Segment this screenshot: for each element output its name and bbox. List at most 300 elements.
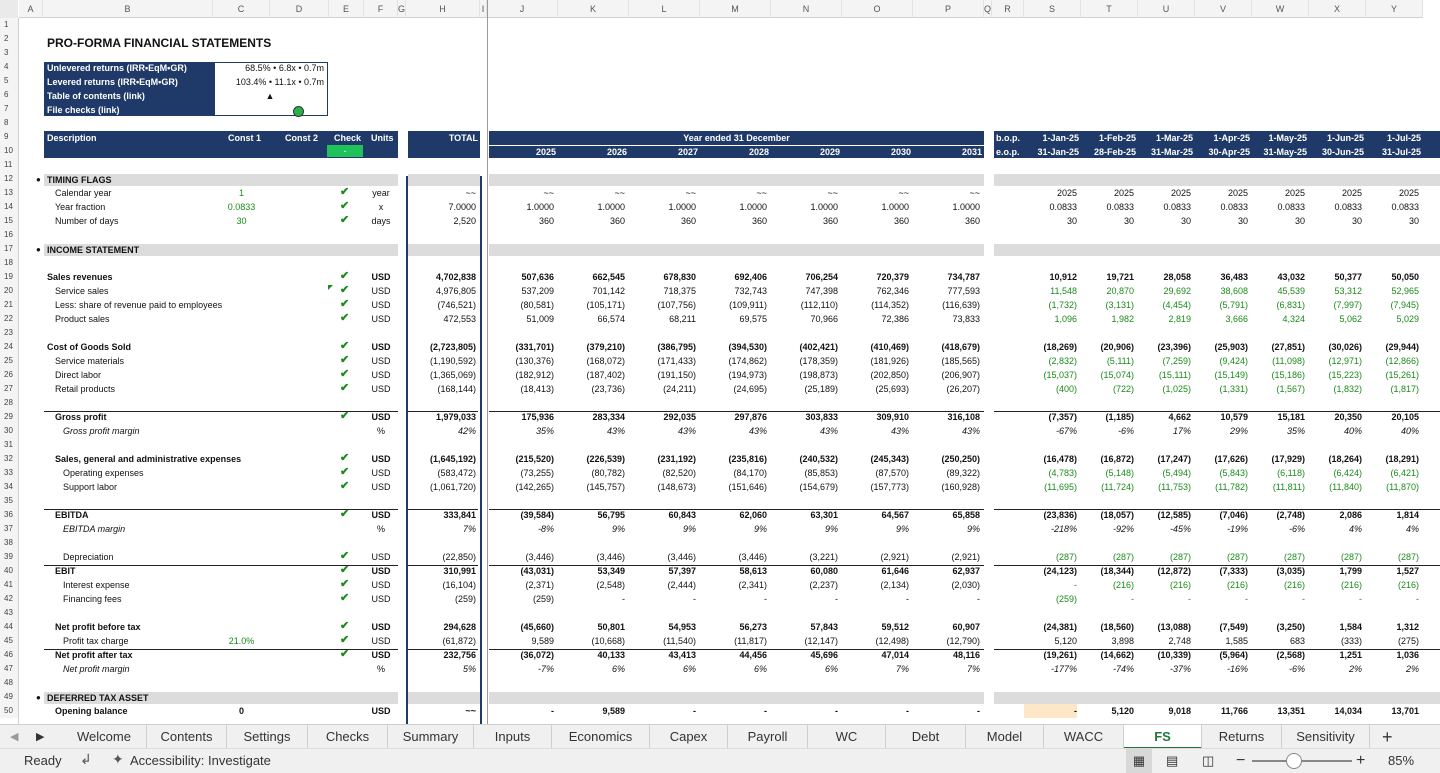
month-value[interactable]: 2% [1348,664,1362,674]
row-header[interactable]: 48 [0,676,18,690]
year-value[interactable]: 69,575 [739,314,767,324]
year-value[interactable]: 9% [966,524,980,534]
sheet-tab-summary[interactable]: Summary [388,725,474,749]
month-value[interactable]: (20,906) [1100,342,1134,352]
month-value[interactable]: 14,034 [1334,706,1362,716]
month-value[interactable]: 9,018 [1168,706,1191,716]
month-value[interactable]: (29,944) [1385,342,1419,352]
year-value[interactable]: (12,147) [804,636,838,646]
year-value[interactable]: (112,110) [800,300,838,310]
year-value[interactable]: 62,937 [952,566,980,576]
year-value[interactable]: (11,817) [734,636,767,646]
sheet-tab-wc[interactable]: WC [808,725,886,749]
month-value[interactable]: -67% [1055,426,1077,436]
month-value[interactable]: 0.0833 [1334,202,1362,212]
row-header[interactable]: 39 [0,550,18,564]
year-value[interactable]: (80,782) [591,468,625,478]
year-value[interactable]: - [551,706,554,716]
month-value[interactable]: (12,872) [1157,566,1191,576]
row-header[interactable]: 36 [0,508,18,522]
month-value[interactable]: 53,312 [1334,286,1362,296]
accessibility-icon[interactable]: ✦ [112,751,124,767]
year-value[interactable]: (2,921) [951,552,980,562]
zoom-in-button[interactable]: + [1356,752,1366,769]
month-value[interactable]: - [1302,594,1305,604]
month-value[interactable]: 20,870 [1106,286,1134,296]
year-value[interactable]: 1.0000 [526,202,554,212]
year-value[interactable]: (36,072) [520,650,554,660]
month-value[interactable]: (18,344) [1100,566,1134,576]
row-header[interactable]: 28 [0,396,18,410]
sheet-tab-checks[interactable]: Checks [308,725,388,749]
month-value[interactable]: 52,965 [1391,286,1419,296]
month-value[interactable]: (3,035) [1276,566,1305,576]
month-value[interactable]: 4,324 [1282,314,1305,324]
year-value[interactable]: (145,757) [586,482,625,492]
month-value[interactable]: 4% [1405,524,1419,534]
year-value[interactable]: - [977,594,980,604]
month-value[interactable]: (287) [1397,552,1419,562]
column-header-y[interactable]: Y [1366,0,1423,18]
month-value[interactable]: 0.0833 [1106,202,1134,212]
summary-label[interactable]: File checks (link) [47,105,120,115]
row-header[interactable]: 9 [0,130,18,144]
month-value[interactable]: (1,025) [1162,384,1191,394]
month-value[interactable]: (12,866) [1385,356,1419,366]
page-break-icon[interactable]: ◫ [1202,753,1215,768]
month-value[interactable]: 11,766 [1220,706,1248,716]
file-check-icon[interactable] [293,106,304,117]
row-header[interactable]: 7 [0,102,18,116]
zoom-slider[interactable] [1252,760,1352,762]
month-value[interactable]: 20,105 [1391,412,1419,422]
month-value[interactable]: (216) [1169,580,1191,590]
month-value[interactable]: 5,120 [1054,636,1077,646]
month-value[interactable]: 29% [1229,426,1248,436]
year-value[interactable]: (114,352) [871,300,909,310]
row-header[interactable]: 34 [0,480,18,494]
month-value[interactable]: - [1359,594,1362,604]
month-value[interactable]: (16,478) [1043,454,1077,464]
year-value[interactable]: 309,910 [876,412,909,422]
year-value[interactable]: 53,349 [597,566,625,576]
year-value[interactable]: 734,787 [947,272,980,282]
scroll-left-icon[interactable]: ◀ [10,731,19,743]
year-value[interactable]: (109,911) [729,300,767,310]
year-value[interactable]: (240,532) [799,454,838,464]
month-value[interactable]: - [1024,704,1077,718]
year-value[interactable]: 297,876 [734,412,767,422]
month-value[interactable]: (11,753) [1158,482,1191,492]
column-header-a[interactable]: A [19,0,43,18]
month-value[interactable]: 10,912 [1049,272,1077,282]
accessibility-status[interactable]: Accessibility: Investigate [130,753,271,768]
sheet-tab-sensitivity[interactable]: Sensitivity [1282,725,1370,749]
month-value[interactable]: (11,098) [1272,356,1305,366]
year-value[interactable]: (235,816) [728,454,767,464]
month-value[interactable]: 13,701 [1391,706,1419,716]
year-value[interactable]: 283,334 [592,412,625,422]
column-header-k[interactable]: K [558,0,629,18]
month-value[interactable]: (1,567) [1276,384,1305,394]
month-value[interactable]: (24,123) [1043,566,1077,576]
year-value[interactable]: (194,973) [728,370,767,380]
year-value[interactable]: (181,926) [870,356,909,366]
column-header-b[interactable]: B [43,0,213,18]
month-value[interactable]: 20,350 [1334,412,1362,422]
column-header-o[interactable]: O [842,0,913,18]
year-value[interactable]: 60,843 [668,510,696,520]
row-header[interactable]: 33 [0,466,18,480]
year-value[interactable]: (3,446) [738,552,767,562]
month-value[interactable]: (15,111) [1158,370,1191,380]
month-value[interactable]: (19,261) [1043,650,1077,660]
row-header[interactable]: 35 [0,494,18,508]
month-value[interactable]: (9,424) [1219,356,1248,366]
year-value[interactable]: -7% [537,664,554,674]
row-header[interactable]: 6 [0,88,18,102]
row-header[interactable]: 43 [0,606,18,620]
year-value[interactable]: (85,853) [804,468,838,478]
year-value[interactable]: - [906,594,909,604]
zoom-level[interactable]: 85% [1388,753,1415,768]
column-header-h[interactable]: H [406,0,480,18]
column-header-d[interactable]: D [270,0,329,18]
year-value[interactable]: 1.0000 [739,202,767,212]
year-value[interactable]: 43% [819,426,838,436]
month-value[interactable]: 5,029 [1396,314,1419,324]
month-value[interactable]: (4,454) [1162,300,1191,310]
row-header[interactable]: 44 [0,620,18,634]
month-value[interactable]: (12,585) [1157,510,1191,520]
year-value[interactable]: 732,743 [734,286,767,296]
year-value[interactable]: 9% [611,524,625,534]
month-value[interactable]: - [1245,594,1248,604]
sheet-tab-settings[interactable]: Settings [227,725,308,749]
const1-value[interactable]: 21.0% [228,636,255,646]
month-value[interactable]: (3,131) [1105,300,1134,310]
year-value[interactable]: (379,210) [586,342,625,352]
month-value[interactable]: (23,396) [1157,342,1191,352]
month-value[interactable]: 3,666 [1225,314,1248,324]
toc-link-icon[interactable]: ▲ [265,91,275,101]
month-value[interactable]: 2025 [1227,188,1248,198]
column-header-t[interactable]: T [1081,0,1138,18]
month-value[interactable]: (6,118) [1277,468,1305,478]
month-value[interactable]: -6% [1288,664,1305,674]
month-value[interactable]: 1,799 [1339,566,1362,576]
year-value[interactable]: (245,343) [870,454,909,464]
month-value[interactable]: (14,662) [1100,650,1134,660]
year-value[interactable]: (45,660) [520,622,554,632]
year-value[interactable]: (39,584) [520,510,554,520]
year-value[interactable]: 678,830 [663,272,696,282]
month-value[interactable]: 30 [1066,216,1077,226]
row-header[interactable]: 37 [0,522,18,536]
year-value[interactable]: (250,250) [941,454,980,464]
month-value[interactable]: 17% [1172,426,1191,436]
month-value[interactable]: 1,814 [1396,510,1419,520]
column-header-j[interactable]: J [487,0,558,18]
row-header[interactable]: 25 [0,354,18,368]
year-value[interactable]: 292,035 [663,412,696,422]
year-value[interactable]: (12,790) [946,636,980,646]
month-value[interactable]: (23,836) [1043,510,1077,520]
month-value[interactable]: (287) [1169,552,1191,562]
column-header-e[interactable]: E [329,0,364,18]
month-value[interactable]: (15,149) [1214,370,1248,380]
year-value[interactable]: 537,209 [521,286,554,296]
month-value[interactable]: (30,026) [1328,342,1362,352]
month-value[interactable]: (216) [1340,580,1362,590]
add-sheet-icon[interactable]: + [1382,727,1393,747]
month-value[interactable]: 10,579 [1220,412,1248,422]
month-value[interactable]: 0.0833 [1220,202,1248,212]
year-value[interactable]: - [835,706,838,716]
row-header[interactable]: 4 [0,60,18,74]
month-value[interactable]: - [1188,594,1191,604]
month-value[interactable]: 5,062 [1339,314,1362,324]
year-value[interactable]: 59,512 [881,622,909,632]
month-value[interactable]: 30 [1237,216,1248,226]
year-value[interactable]: ~~ [543,188,554,198]
column-header-l[interactable]: L [629,0,700,18]
month-value[interactable]: (216) [1112,580,1134,590]
row-header[interactable]: 8 [0,116,18,130]
year-value[interactable]: 60,907 [952,622,980,632]
month-value[interactable]: 29,692 [1163,286,1191,296]
year-value[interactable]: 360 [609,216,625,226]
month-value[interactable]: 4% [1348,524,1362,534]
month-value[interactable]: (722) [1112,384,1134,394]
macro-record-icon[interactable]: ↲ [80,751,92,767]
year-value[interactable]: (2,548) [596,580,625,590]
const1-value[interactable]: 0.0833 [227,202,256,212]
year-value[interactable]: - [622,594,625,604]
year-value[interactable]: 43% [890,426,909,436]
year-value[interactable]: (82,520) [662,468,696,478]
column-header-q[interactable]: Q [984,0,992,18]
sheet-tab-returns[interactable]: Returns [1202,725,1282,749]
year-value[interactable]: (84,170) [733,468,767,478]
month-value[interactable]: (7,259) [1162,356,1191,366]
year-value[interactable]: (130,376) [515,356,554,366]
row-header[interactable]: 30 [0,424,18,438]
row-header[interactable]: 49 [0,690,18,704]
sheet-tab-contents[interactable]: Contents [147,725,227,749]
year-value[interactable]: (178,359) [799,356,838,366]
year-value[interactable]: (3,446) [596,552,625,562]
column-header-p[interactable]: P [913,0,984,18]
year-value[interactable]: 1.0000 [952,202,980,212]
year-value[interactable]: (3,446) [667,552,696,562]
year-value[interactable]: 1.0000 [597,202,625,212]
year-value[interactable]: 35% [535,426,554,436]
month-value[interactable]: - [1074,580,1077,590]
year-value[interactable]: (2,134) [880,580,909,590]
month-value[interactable]: (1,832) [1333,384,1362,394]
month-value[interactable]: (216) [1226,580,1248,590]
year-value[interactable]: 747,398 [805,286,838,296]
year-value[interactable]: - [906,706,909,716]
row-header[interactable]: 13 [0,186,18,200]
month-value[interactable]: (17,929) [1271,454,1305,464]
year-value[interactable]: ~~ [969,188,980,198]
month-value[interactable]: (3,250) [1276,622,1305,632]
month-value[interactable]: - [1416,594,1419,604]
month-value[interactable]: (216) [1397,580,1419,590]
sheet-tab-economics[interactable]: Economics [552,725,650,749]
year-value[interactable]: (12,498) [875,636,909,646]
year-value[interactable]: 777,593 [947,286,980,296]
const1-value[interactable]: 1 [238,188,244,198]
month-value[interactable]: 0.0833 [1163,202,1191,212]
month-value[interactable]: 2,086 [1339,510,1362,520]
year-value[interactable]: - [693,594,696,604]
year-value[interactable]: (160,928) [941,482,980,492]
month-value[interactable]: -16% [1226,664,1248,674]
month-value[interactable]: (6,831) [1276,300,1305,310]
month-value[interactable]: 43,032 [1277,272,1305,282]
year-value[interactable]: (24,211) [663,384,696,394]
year-value[interactable]: (2,237) [809,580,838,590]
year-value[interactable]: (24,695) [733,384,767,394]
month-value[interactable]: (5,791) [1219,300,1248,310]
sheet-tab-model[interactable]: Model [966,725,1044,749]
month-value[interactable]: 1,251 [1339,650,1362,660]
year-value[interactable]: 9,589 [602,706,625,716]
year-value[interactable]: 60,080 [810,566,838,576]
month-value[interactable]: 0.0833 [1391,202,1419,212]
month-value[interactable]: (287) [1340,552,1362,562]
month-value[interactable]: -74% [1112,664,1134,674]
month-value[interactable]: 2025 [1056,188,1077,198]
month-value[interactable]: (333) [1340,636,1362,646]
year-value[interactable]: (116,639) [942,300,980,310]
year-value[interactable]: (215,520) [515,454,554,464]
year-value[interactable]: (2,444) [667,580,696,590]
month-value[interactable]: (2,748) [1276,510,1305,520]
column-header-i[interactable]: I [480,0,487,18]
year-value[interactable]: 718,375 [663,286,696,296]
year-value[interactable]: -8% [537,524,554,534]
month-value[interactable]: 30 [1180,216,1191,226]
sheet-tab-inputs[interactable]: Inputs [474,725,552,749]
month-value[interactable]: 2025 [1170,188,1191,198]
row-header[interactable]: 19 [0,270,18,284]
month-value[interactable]: (1,732) [1048,300,1077,310]
year-value[interactable]: (157,773) [870,482,909,492]
month-value[interactable]: 40% [1400,426,1419,436]
year-value[interactable]: (2,030) [951,580,980,590]
month-value[interactable]: 13,351 [1277,706,1305,716]
row-header[interactable]: 17 [0,242,18,256]
month-value[interactable]: 2025 [1284,188,1305,198]
month-value[interactable]: (2,568) [1276,650,1305,660]
column-header-g[interactable]: G [398,0,406,18]
month-value[interactable]: (13,088) [1157,622,1191,632]
month-value[interactable]: (15,037) [1043,370,1077,380]
month-value[interactable]: (7,945) [1390,300,1419,310]
year-value[interactable]: 64,567 [881,510,909,520]
month-value[interactable]: 45,539 [1277,286,1305,296]
year-value[interactable]: 360 [751,216,767,226]
row-header[interactable]: 18 [0,256,18,270]
month-value[interactable]: 36,483 [1220,272,1248,282]
sheet-tab-payroll[interactable]: Payroll [728,725,808,749]
year-value[interactable]: (25,693) [875,384,909,394]
row-header[interactable]: 32 [0,452,18,466]
year-value[interactable]: (3,446) [525,552,554,562]
month-value[interactable]: 19,721 [1106,272,1134,282]
year-value[interactable]: 44,456 [739,650,767,660]
year-value[interactable]: 360 [822,216,838,226]
row-header[interactable]: 12 [0,172,18,186]
month-value[interactable]: (4,783) [1048,468,1077,478]
year-value[interactable]: ~~ [756,188,767,198]
column-header-c[interactable]: C [213,0,270,18]
month-value[interactable]: -92% [1112,524,1134,534]
row-header[interactable]: 50 [0,704,18,718]
year-value[interactable]: 61,646 [881,566,909,576]
month-value[interactable]: (15,074) [1100,370,1134,380]
month-value[interactable]: (18,057) [1100,510,1134,520]
row-header[interactable]: 29 [0,410,18,424]
year-value[interactable]: (23,736) [591,384,625,394]
year-value[interactable]: 360 [893,216,909,226]
year-value[interactable]: 73,833 [952,314,980,324]
column-header-w[interactable]: W [1252,0,1309,18]
year-value[interactable]: 43% [606,426,625,436]
year-value[interactable]: 706,254 [805,272,838,282]
month-value[interactable]: 2,748 [1168,636,1191,646]
month-value[interactable]: -45% [1169,524,1191,534]
row-header[interactable]: 11 [0,158,18,172]
month-value[interactable]: (11,870) [1386,482,1419,492]
month-value[interactable]: (287) [1283,552,1305,562]
year-value[interactable]: (2,921) [880,552,909,562]
year-value[interactable]: 43% [677,426,696,436]
year-value[interactable]: 72,386 [881,314,909,324]
year-value[interactable]: (259) [532,594,554,604]
month-value[interactable]: 2025 [1341,188,1362,198]
row-header[interactable]: 15 [0,214,18,228]
year-value[interactable]: (151,646) [728,482,767,492]
year-value[interactable]: - [835,594,838,604]
year-value[interactable]: (2,371) [525,580,554,590]
month-value[interactable]: (15,261) [1385,370,1419,380]
month-value[interactable]: 1,096 [1054,314,1077,324]
row-header[interactable]: 31 [0,438,18,452]
year-value[interactable]: 57,397 [668,566,696,576]
year-value[interactable]: 6% [682,664,696,674]
month-value[interactable]: (11,724) [1101,482,1134,492]
month-value[interactable]: (259) [1055,594,1077,604]
month-value[interactable]: -6% [1117,426,1134,436]
month-value[interactable]: (1,331) [1219,384,1248,394]
month-value[interactable]: (1,817) [1390,384,1419,394]
month-value[interactable]: (10,339) [1157,650,1191,660]
year-value[interactable]: (418,679) [941,342,980,352]
year-value[interactable]: (73,255) [520,468,554,478]
month-value[interactable]: (24,381) [1043,622,1077,632]
month-value[interactable]: (25,903) [1214,342,1248,352]
year-value[interactable]: 40,133 [597,650,625,660]
year-value[interactable]: ~~ [898,188,909,198]
year-value[interactable]: 360 [964,216,980,226]
year-value[interactable]: 66,574 [597,314,625,324]
month-value[interactable]: (18,291) [1385,454,1419,464]
